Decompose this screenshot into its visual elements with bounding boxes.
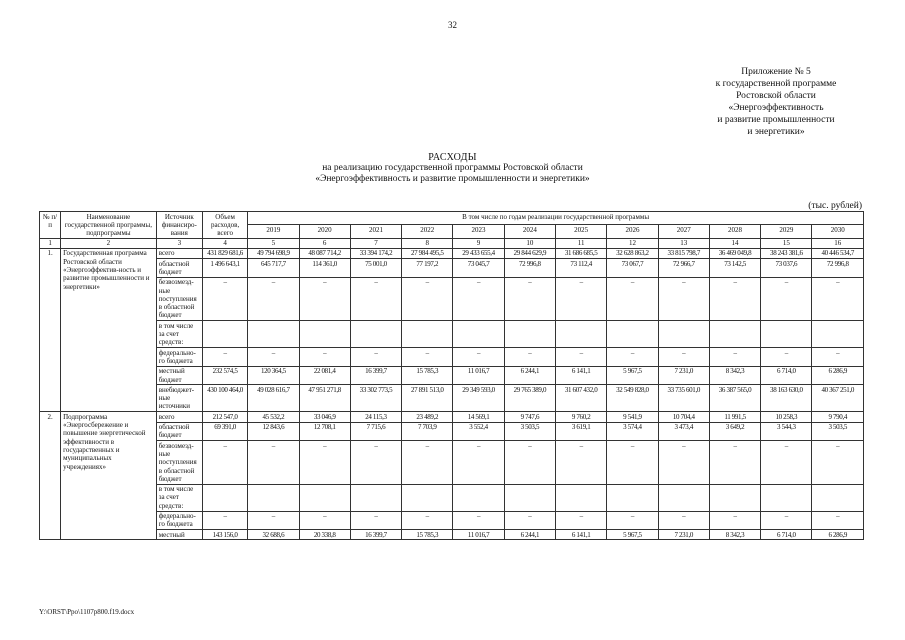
year-value: –	[299, 348, 350, 367]
column-number: 10	[504, 238, 555, 248]
header-year: 2025	[556, 225, 607, 238]
appendix-line: и развитие промышленности	[717, 115, 835, 125]
year-value: –	[453, 348, 504, 367]
year-value: 15 785,3	[402, 366, 453, 385]
year-value: 40 446 534,7	[812, 248, 864, 258]
year-value: 27 891 513,0	[402, 385, 453, 412]
year-value: –	[556, 511, 607, 530]
program-name: Государственная программа Ростовской области «Энергоэффектив-ность и развитие промышленности и энергетики»	[61, 248, 157, 411]
year-value: 10 258,3	[761, 412, 812, 422]
year-value: 27 984 495,5	[402, 248, 453, 258]
year-value: –	[350, 277, 401, 320]
year-value: 12 708,1	[299, 422, 350, 441]
table-row	[40, 530, 864, 540]
year-value	[709, 484, 760, 511]
year-value: 16 399,7	[350, 530, 401, 540]
table-row	[40, 248, 864, 258]
year-value: 38 163 630,0	[761, 385, 812, 412]
year-value: –	[812, 441, 864, 484]
year-value	[248, 321, 299, 348]
appendix-line: Ростовской области	[736, 91, 816, 101]
year-value: 31 607 432,0	[556, 385, 607, 412]
appendix-header	[690, 66, 862, 138]
row-number: 1.	[40, 248, 61, 411]
year-value: –	[402, 511, 453, 530]
total-value: 1 496 643,1	[202, 259, 247, 278]
funding-source: в том числе за счет средств:	[156, 321, 202, 348]
year-value: –	[299, 441, 350, 484]
year-value: 3 473,4	[658, 422, 709, 441]
year-value: –	[761, 348, 812, 367]
year-value: –	[658, 277, 709, 320]
year-value: –	[248, 511, 299, 530]
year-value	[299, 484, 350, 511]
header-year: 2024	[504, 225, 555, 238]
footer-file-path: Y:\ORST\Ppo\1107p800.f19.docx	[39, 608, 135, 616]
year-value: 77 197,2	[402, 259, 453, 278]
year-value: 40 367 251,0	[812, 385, 864, 412]
year-value: 32 628 863,2	[607, 248, 658, 258]
year-value: 23 489,2	[402, 412, 453, 422]
total-value: –	[202, 348, 247, 367]
year-value: 3 619,1	[556, 422, 607, 441]
year-value: –	[504, 511, 555, 530]
year-value: –	[248, 277, 299, 320]
year-value: 114 361,0	[299, 259, 350, 278]
year-value: –	[453, 277, 504, 320]
year-value: 31 686 685,5	[556, 248, 607, 258]
year-value: 72 996,8	[504, 259, 555, 278]
year-value: 7 703,9	[402, 422, 453, 441]
year-value	[248, 484, 299, 511]
year-value: 33 046,9	[299, 412, 350, 422]
column-number: 4	[202, 238, 247, 248]
year-value: 5 967,5	[607, 530, 658, 540]
year-value: 12 843,6	[248, 422, 299, 441]
year-value: –	[248, 348, 299, 367]
year-value: –	[299, 277, 350, 320]
column-number: 5	[248, 238, 299, 248]
year-value: 6 244,1	[504, 366, 555, 385]
funding-source: внебюджет-ные источники	[156, 385, 202, 412]
page-number: 32	[448, 20, 457, 30]
appendix-line: «Энергоэффективность	[728, 103, 824, 113]
column-number: 13	[658, 238, 709, 248]
total-value: –	[202, 511, 247, 530]
year-value: 73 112,4	[556, 259, 607, 278]
total-value: 430 100 464,0	[202, 385, 247, 412]
year-value: –	[761, 511, 812, 530]
year-value	[812, 321, 864, 348]
funding-source: безвозмезд-ные поступления в областной бюджет	[156, 441, 202, 484]
funding-source: в том числе за счет средств:	[156, 484, 202, 511]
header-year: 2028	[709, 225, 760, 238]
year-value: 5 967,5	[607, 366, 658, 385]
year-value: –	[556, 277, 607, 320]
header-num: № п/п	[40, 212, 61, 239]
column-number: 7	[350, 238, 401, 248]
year-value: –	[556, 441, 607, 484]
year-value: –	[350, 441, 401, 484]
funding-source: федерально-го бюджета	[156, 348, 202, 367]
funding-source: местный	[156, 530, 202, 540]
title-line: на реализацию государственной программы Ростовской области	[322, 163, 583, 173]
year-value: 33 394 174,2	[350, 248, 401, 258]
header-source: Источник финансиро-вания	[156, 212, 202, 239]
year-value: 6 141,1	[556, 366, 607, 385]
year-value: 14 569,1	[453, 412, 504, 422]
year-value: 73 142,5	[709, 259, 760, 278]
year-value: 24 115,3	[350, 412, 401, 422]
table-row	[40, 412, 864, 422]
year-value: –	[607, 348, 658, 367]
appendix-line: и энергетики»	[747, 127, 805, 137]
year-value: –	[812, 511, 864, 530]
year-value: 3 544,3	[761, 422, 812, 441]
year-value: –	[453, 511, 504, 530]
year-value: –	[402, 441, 453, 484]
year-value: 11 016,7	[453, 530, 504, 540]
header-total: Объем расходов, всего	[202, 212, 247, 239]
year-value: –	[504, 441, 555, 484]
year-value: 33 815 798,7	[658, 248, 709, 258]
table-row	[40, 385, 864, 412]
year-value	[453, 321, 504, 348]
year-value: 15 785,3	[402, 530, 453, 540]
year-value	[299, 321, 350, 348]
year-value: –	[709, 441, 760, 484]
year-value: 22 081,4	[299, 366, 350, 385]
header-year: 2020	[299, 225, 350, 238]
column-number: 12	[607, 238, 658, 248]
year-value	[761, 484, 812, 511]
table-row	[40, 484, 864, 511]
column-number: 16	[812, 238, 864, 248]
column-number: 15	[761, 238, 812, 248]
year-value: 33 735 601,0	[658, 385, 709, 412]
year-value: –	[402, 348, 453, 367]
year-value: 6 714,0	[761, 366, 812, 385]
funding-source: областной бюджет	[156, 259, 202, 278]
year-value: 16 399,7	[350, 366, 401, 385]
year-value: 9 790,4	[812, 412, 864, 422]
table-row	[40, 321, 864, 348]
year-value: 11 991,5	[709, 412, 760, 422]
year-value: 49 794 698,9	[248, 248, 299, 258]
year-value: –	[504, 348, 555, 367]
header-year: 2022	[402, 225, 453, 238]
year-value: 6 244,1	[504, 530, 555, 540]
year-value: –	[761, 277, 812, 320]
year-value: –	[709, 348, 760, 367]
year-value: –	[504, 277, 555, 320]
year-value: –	[812, 348, 864, 367]
year-value: –	[350, 511, 401, 530]
year-value: 6 286,9	[812, 366, 864, 385]
total-value	[202, 321, 247, 348]
table-row	[40, 511, 864, 530]
year-value	[812, 484, 864, 511]
year-value: 3 574,4	[607, 422, 658, 441]
year-value: –	[402, 277, 453, 320]
year-value: 29 349 593,0	[453, 385, 504, 412]
table-row	[40, 422, 864, 441]
year-value	[402, 321, 453, 348]
year-value: –	[248, 441, 299, 484]
table-row	[40, 259, 864, 278]
title-line: «Энергоэффективность и развитие промышленности и энергетики»	[315, 174, 590, 184]
table-body	[40, 238, 864, 540]
year-value: –	[299, 511, 350, 530]
row-number: 2.	[40, 412, 61, 540]
year-value: –	[556, 348, 607, 367]
year-value: 11 016,7	[453, 366, 504, 385]
title-heading: РАСХОДЫ	[428, 152, 477, 163]
year-value: 36 387 565,0	[709, 385, 760, 412]
program-name: Подпрограмма «Энергосбережение и повышение энергетической эффективности в государственных и муниципальных учреждениях»	[61, 412, 157, 540]
appendix-line: к государственной программе	[715, 79, 837, 89]
year-value: 9 747,6	[504, 412, 555, 422]
year-value: 3 649,2	[709, 422, 760, 441]
year-value	[402, 484, 453, 511]
year-value: 29 433 655,4	[453, 248, 504, 258]
year-value: 73 045,7	[453, 259, 504, 278]
total-value: 431 829 681,6	[202, 248, 247, 258]
year-value: 29 765 389,0	[504, 385, 555, 412]
column-number: 14	[709, 238, 760, 248]
expenses-table	[39, 211, 864, 540]
funding-source: федерально-го бюджета	[156, 511, 202, 530]
year-value: 645 717,7	[248, 259, 299, 278]
column-number: 6	[299, 238, 350, 248]
year-value: 9 541,9	[607, 412, 658, 422]
table-row	[40, 441, 864, 484]
year-value: 72 966,7	[658, 259, 709, 278]
document-title	[0, 152, 905, 185]
year-value: –	[350, 348, 401, 367]
year-value: 7 715,6	[350, 422, 401, 441]
year-value: –	[761, 441, 812, 484]
year-value: 6 714,0	[761, 530, 812, 540]
header-year: 2021	[350, 225, 401, 238]
year-value: –	[658, 511, 709, 530]
year-value: 49 028 616,7	[248, 385, 299, 412]
table-row	[40, 366, 864, 385]
year-value: –	[607, 277, 658, 320]
year-value: 32 688,6	[248, 530, 299, 540]
year-value: –	[607, 441, 658, 484]
table-row	[40, 348, 864, 367]
year-value	[658, 484, 709, 511]
year-value: 32 549 828,0	[607, 385, 658, 412]
header-row	[40, 212, 864, 225]
year-value: 9 760,2	[556, 412, 607, 422]
header-year: 2030	[812, 225, 864, 238]
year-value: 3 503,5	[812, 422, 864, 441]
year-value	[350, 484, 401, 511]
total-value: 212 547,0	[202, 412, 247, 422]
year-value	[658, 321, 709, 348]
funding-source: областной бюджет	[156, 422, 202, 441]
header-years-group: В том числе по годам реализации государственной программы	[248, 212, 864, 225]
year-value: –	[607, 511, 658, 530]
column-numbers-row	[40, 238, 864, 248]
year-value: –	[658, 441, 709, 484]
total-value: 143 156,0	[202, 530, 247, 540]
year-value: 7 231,0	[658, 366, 709, 385]
year-value: 20 338,8	[299, 530, 350, 540]
total-value: –	[202, 277, 247, 320]
year-value: 33 302 773,5	[350, 385, 401, 412]
year-value: 8 342,3	[709, 530, 760, 540]
funding-source: местный бюджет	[156, 366, 202, 385]
funding-source: всего	[156, 248, 202, 258]
year-value: 10 704,4	[658, 412, 709, 422]
year-value	[556, 484, 607, 511]
year-value	[504, 321, 555, 348]
total-value	[202, 484, 247, 511]
total-value: –	[202, 441, 247, 484]
year-value	[350, 321, 401, 348]
appendix-line: Приложение № 5	[741, 67, 811, 77]
header-year: 2023	[453, 225, 504, 238]
header-year: 2026	[607, 225, 658, 238]
year-value: –	[709, 511, 760, 530]
year-value: 3 503,5	[504, 422, 555, 441]
header-year: 2029	[761, 225, 812, 238]
column-number: 11	[556, 238, 607, 248]
year-value: 36 469 049,8	[709, 248, 760, 258]
year-value	[504, 484, 555, 511]
year-value: 48 087 714,2	[299, 248, 350, 258]
year-value: 47 951 271,8	[299, 385, 350, 412]
year-value: –	[453, 441, 504, 484]
year-value: 7 231,0	[658, 530, 709, 540]
year-value	[607, 484, 658, 511]
year-value: 6 286,9	[812, 530, 864, 540]
year-value: 73 037,6	[761, 259, 812, 278]
year-value	[607, 321, 658, 348]
year-value	[556, 321, 607, 348]
year-value: 8 342,3	[709, 366, 760, 385]
funding-source: всего	[156, 412, 202, 422]
year-value	[709, 321, 760, 348]
total-value: 69 391,0	[202, 422, 247, 441]
year-value: 73 067,7	[607, 259, 658, 278]
units-label: (тыс. рублей)	[808, 201, 862, 211]
header-year: 2027	[658, 225, 709, 238]
year-value: 75 001,0	[350, 259, 401, 278]
year-value: 38 243 381,6	[761, 248, 812, 258]
total-value: 232 574,5	[202, 366, 247, 385]
column-number: 3	[156, 238, 202, 248]
year-value: 6 141,1	[556, 530, 607, 540]
year-value	[761, 321, 812, 348]
year-value: –	[658, 348, 709, 367]
year-value: 72 996,8	[812, 259, 864, 278]
column-number: 9	[453, 238, 504, 248]
year-value: –	[812, 277, 864, 320]
year-value	[453, 484, 504, 511]
column-number: 2	[61, 238, 157, 248]
column-number: 1	[40, 238, 61, 248]
year-value: 120 364,5	[248, 366, 299, 385]
funding-source: безвозмезд-ные поступления в областной бюджет	[156, 277, 202, 320]
column-number: 8	[402, 238, 453, 248]
year-value: –	[709, 277, 760, 320]
year-value: 3 552,4	[453, 422, 504, 441]
header-year: 2019	[248, 225, 299, 238]
year-value: 45 532,2	[248, 412, 299, 422]
year-value: 29 844 629,9	[504, 248, 555, 258]
table-row	[40, 277, 864, 320]
header-name: Наименование государственной программы, подпрограммы	[61, 212, 157, 239]
